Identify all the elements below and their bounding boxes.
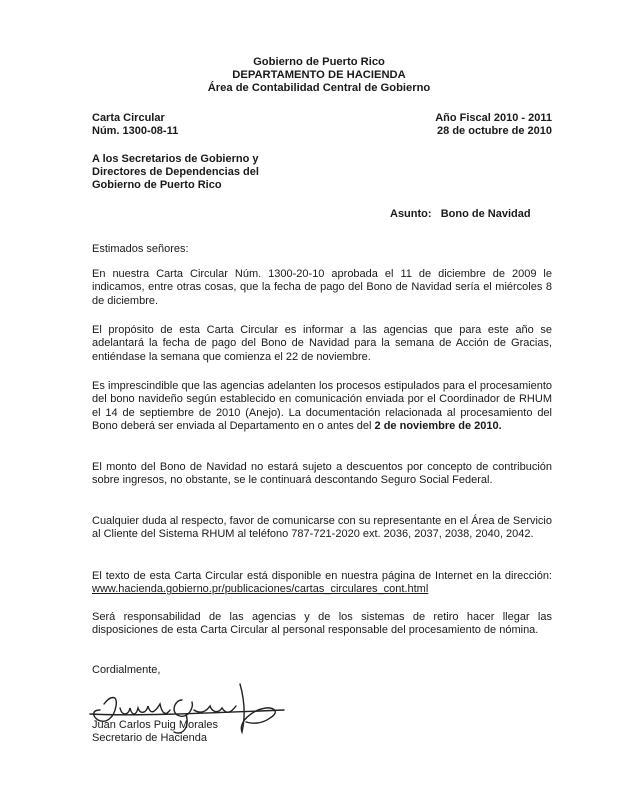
letter-number: Núm. 1300-08-11: [92, 125, 179, 137]
header-department: DEPARTAMENTO DE HACIENDA: [232, 69, 406, 81]
subject-line: [390, 208, 531, 221]
paragraph-6-text: El texto de esta Carta Circular está disponible en nuestra página de Internet en la dirección:: [92, 570, 552, 582]
paragraph-5: Cualquier duda al respecto, favor de comunicarse con su representante en el Área de Servicio al Cliente del Sistema RHUM al teléfono 787-721-2020 ext. 2036, 2037, 2038, 2040, 2042.: [92, 515, 552, 541]
closing: Cordialmente,: [92, 664, 161, 676]
greeting: Estimados señores:: [92, 243, 189, 255]
header-area: Área de Contabilidad Central de Gobierno: [207, 82, 431, 94]
letter-type: Carta Circular: [92, 112, 165, 124]
recipients-line-1: A los Secretarios de Gobierno y: [92, 153, 259, 165]
paragraph-1: En nuestra Carta Circular Núm. 1300-20-10 aprobada el 11 de diciembre de 2009 le indicamos, entre otras cosas, que la fecha de pago del Bono de Navidad sería el miércoles 8 de diciembre.: [92, 268, 552, 307]
deadline-date: 2 de noviembre de 2010.: [374, 419, 502, 432]
paragraph-6: [92, 570, 552, 597]
subject-label: Asunto:: [390, 208, 432, 220]
paragraph-2: El propósito de esta Carta Circular es informar a las agencias que para este año se adelantará la fecha de pago del Bono de Navidad para la semana de Acción de Gracias, entiéndase la semana que comienza el 22 de noviembre.: [92, 324, 552, 363]
paragraph-3-text: Es imprescindible que las agencias adelanten los procesos estipulados para el procesamiento del bono navideño según establecido en comunicación enviada por el Coordinador de RHUM el 14 de septiembre de 2010 (Anejo). La documentación relacionada al procesamiento del Bono deberá ser enviada al Departamento en o antes del: [92, 380, 552, 432]
header-government: Gobierno de Puerto Rico: [253, 56, 385, 68]
subject-value: Bono de Navidad: [440, 208, 531, 220]
website-link[interactable]: www.hacienda.gobierno.pr/publicaciones/cartas_circulares_cont.html: [92, 583, 429, 596]
fiscal-year: Año Fiscal 2010 - 2011: [435, 112, 552, 124]
paragraph-4: El monto del Bono de Navidad no estará sujeto a descuentos por concepto de contribución sobre ingresos, no obstante, se le continuará descontando Seguro Social Federal.: [92, 461, 552, 487]
paragraph-7: Será responsabilidad de las agencias y de los sistemas de retiro hacer llegar las disposiciones de esta Carta Circular al personal responsable del procesamiento de nómina.: [92, 611, 552, 637]
recipients-line-2: Directores de Dependencias del: [92, 166, 259, 178]
paragraph-3: [92, 380, 552, 433]
signer-title: Secretario de Hacienda: [92, 732, 207, 744]
letter-date: 28 de octubre de 2010: [437, 125, 552, 137]
signer-name: Juan Carlos Puig Morales: [92, 719, 218, 731]
recipients-line-3: Gobierno de Puerto Rico: [92, 179, 222, 191]
